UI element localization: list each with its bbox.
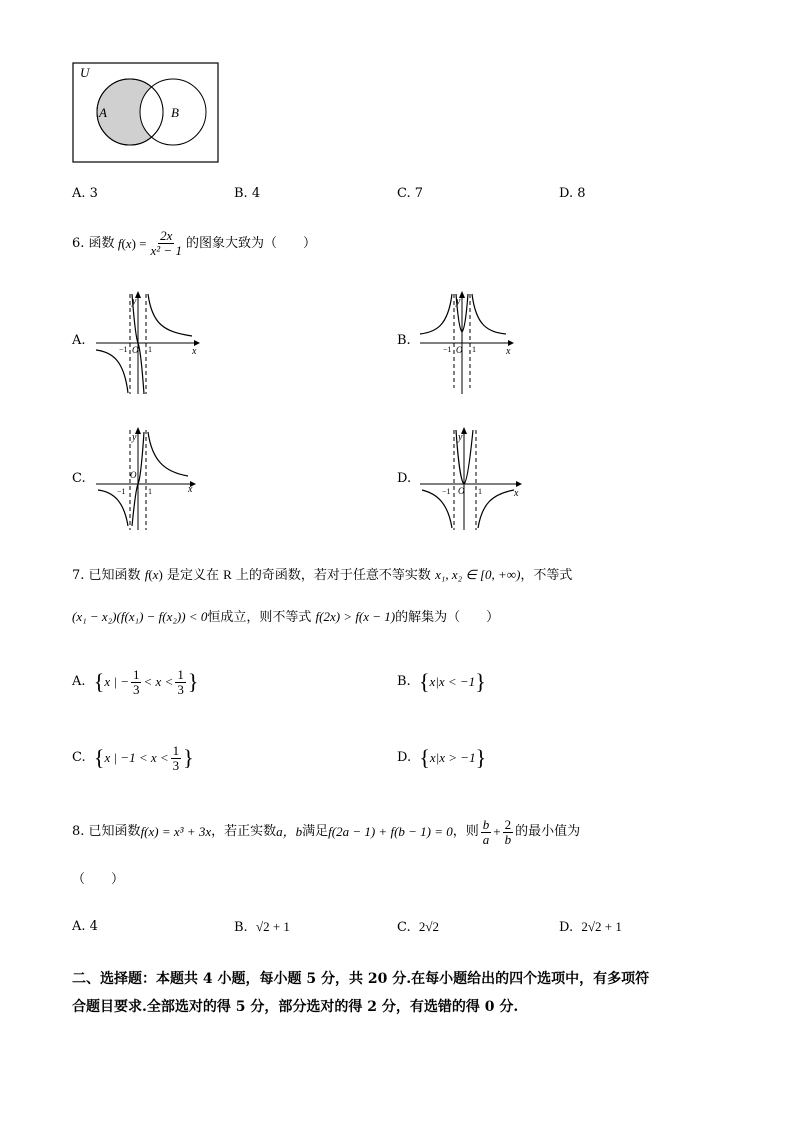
q6-x: x	[125, 235, 132, 251]
q7-opt-d-label: D.	[397, 750, 412, 765]
q6-suffix: 的图象大致为（ ）	[185, 235, 316, 251]
q8-opt-d-text: 2√2 + 1	[581, 919, 622, 934]
section-2-line-1: 二、选择题：本题共 4 小题，每小题 5 分，共 20 分.在每小题给出的四个选项中，有多项符	[72, 971, 650, 987]
q8-opt-b-text: √2 + 1	[255, 919, 290, 934]
q8-opt-b-label: B.	[234, 920, 248, 935]
q7-opt-b-text: x|x < −1	[429, 674, 476, 689]
q8-option-c	[397, 919, 439, 936]
q7-option-d: D. { x|x > −1 }	[397, 745, 487, 770]
q7-option-b: B. { x|x < −1 }	[397, 669, 486, 694]
q8-stem	[72, 815, 580, 849]
q7-opt-d-text: x|x > −1	[429, 750, 476, 765]
q6-denominator: x² − 1	[150, 243, 182, 258]
q8-cond: f(2a − 1) + f(b − 1) = 0	[328, 824, 453, 839]
q8-number: 8.	[72, 824, 85, 839]
graph-b-origin: O	[456, 345, 463, 355]
q7-opt-c-num: 1	[172, 742, 180, 758]
q7-ineq: (x₁ − x₂)(f(x₁) − f(x₂)) < 0	[72, 609, 208, 624]
q8-frac2-num: 2	[504, 816, 512, 832]
graph-d-x: x	[514, 488, 519, 499]
q6-graph-label-a: A.	[72, 333, 86, 348]
q7-opt-a-num1: 1	[132, 666, 140, 682]
q8-text-e: 的最小值为	[515, 824, 581, 839]
graph-c-x: x	[188, 484, 193, 495]
graph-a-origin: O	[132, 345, 139, 355]
graph-b-pos1: 1	[472, 345, 476, 354]
q6-numerator: 2x	[160, 228, 173, 243]
q6-fraction	[149, 229, 184, 258]
q8-text-c: 满足	[302, 824, 329, 839]
q8-vars: a，b	[276, 824, 303, 839]
q7-ineq2: f(2x) > f(x − 1)	[315, 609, 396, 624]
set-a-label: A	[99, 105, 107, 120]
graph-a-y: y	[132, 296, 137, 307]
q8-frac2-den: b	[504, 831, 512, 847]
q8-func: f(x) = x³ + 3x	[140, 824, 212, 839]
graph-d-origin: O	[458, 486, 465, 496]
q8-text-d: ，则	[452, 824, 479, 839]
graph-a-x: x	[192, 346, 197, 357]
q6-graph-c	[94, 426, 200, 532]
venn-svg	[72, 62, 220, 164]
q6-graph-a	[94, 290, 204, 396]
q7-vars: x₁, x₂ ∈ [0, +∞)	[435, 567, 521, 582]
q8-paren: （ ）	[72, 872, 125, 887]
q6-prefix: 函数	[88, 235, 115, 251]
graph-b-y: y	[456, 296, 461, 307]
q8-option-b	[234, 919, 290, 936]
q7-opt-c-den: 3	[172, 757, 180, 773]
graph-c-origin: O	[130, 470, 137, 480]
q7-opt-a-label: A.	[72, 674, 86, 689]
section-2-line-2: 合题目要求.全部选对的得 5 分，部分选对的得 2 分，有选错的得 0 分.	[72, 999, 519, 1015]
q7-text-e: 恒成立，则不等式	[207, 610, 312, 625]
q8-opt-d-label: D.	[559, 920, 574, 935]
q7-opt-a-num2: 1	[177, 666, 184, 682]
q5-option-c: C. 7	[397, 186, 424, 201]
q7-line-2	[72, 609, 499, 626]
graph-c-y: y	[132, 432, 137, 443]
q5-option-a: A. 3	[72, 186, 98, 201]
graph-a-neg1: −1	[119, 345, 128, 354]
q8-text-a: 已知函数	[88, 824, 141, 839]
graph-c-neg1: −1	[117, 487, 126, 496]
q7-opt-b-label: B.	[397, 674, 411, 689]
q7-opt-a-pre: x | −	[104, 674, 129, 689]
q6-graph-d	[418, 426, 528, 532]
q6-stem: 6. 函数 f(x) = $\frac{2x}{\text{x² − 1}}$ 的图象大致为（ ）	[72, 228, 316, 258]
q7-R: R	[223, 567, 232, 582]
q7-text-a: 已知函数	[88, 568, 141, 583]
q8-opt-c-text: 2√2	[418, 919, 440, 934]
graph-c-pos1: 1	[148, 487, 152, 496]
q6-graph-label-d: D.	[397, 471, 412, 486]
q8-option-a: A. 4	[72, 919, 98, 934]
graph-d-pos1: 1	[478, 487, 482, 496]
q8-frac1-den: a	[482, 831, 490, 847]
q5-option-b: B. 4	[234, 186, 261, 201]
q6-graph-b	[418, 290, 528, 396]
q7-text-c: 上的奇函数，若对于任意不等实数	[235, 568, 431, 583]
q6-f: f	[117, 235, 122, 251]
q7-line-1: 7. 已知函数 f(x) 是定义在 R 上的奇函数，若对于任意不等实数 x₁, x₂ ∈ [0, +∞)，不等式	[72, 567, 573, 583]
graph-b-x: x	[506, 346, 511, 357]
graph-d-y: y	[458, 432, 463, 443]
q6-graph-label-c: C.	[72, 471, 86, 486]
q7-opt-a-mid: < x <	[143, 674, 174, 689]
q7-text-b: 是定义在	[166, 568, 219, 583]
q8-frac1-num: b	[482, 816, 490, 832]
venn-diagram	[72, 62, 220, 164]
q7-option-a: A. { x | − $\frac{1}{3}$ < x < $\frac{1}{3}$ }	[72, 666, 199, 697]
q7-number: 7.	[72, 568, 85, 583]
q5-option-d: D. 8	[559, 186, 586, 201]
universe-label: U	[80, 65, 90, 80]
section-2-heading	[72, 965, 732, 1021]
set-b-label: B	[171, 105, 179, 120]
q7-opt-c-label: C.	[72, 750, 86, 765]
q8-opt-c-label: C.	[397, 920, 411, 935]
q7-opt-a-den1: 3	[132, 681, 140, 697]
graph-b-neg1: −1	[443, 345, 452, 354]
q7-option-c: C. { x | −1 < x < $\frac{1}{3}$ }	[72, 742, 194, 773]
graph-d-neg1: −1	[442, 487, 451, 496]
q7-opt-c-pre: x | −1 < x <	[104, 750, 169, 765]
q7-text-d: ，不等式	[520, 568, 573, 583]
q7-text-f: 的解集为（ ）	[395, 610, 500, 625]
q6-number: 6.	[72, 235, 85, 251]
q6-graph-label-b: B.	[397, 333, 411, 348]
q7-opt-a-den2: 3	[177, 681, 184, 697]
q8-text-b: ，若正实数	[211, 824, 277, 839]
graph-a-pos1: 1	[148, 345, 152, 354]
q8-option-d	[559, 919, 622, 936]
q8-plus: +	[493, 824, 501, 839]
